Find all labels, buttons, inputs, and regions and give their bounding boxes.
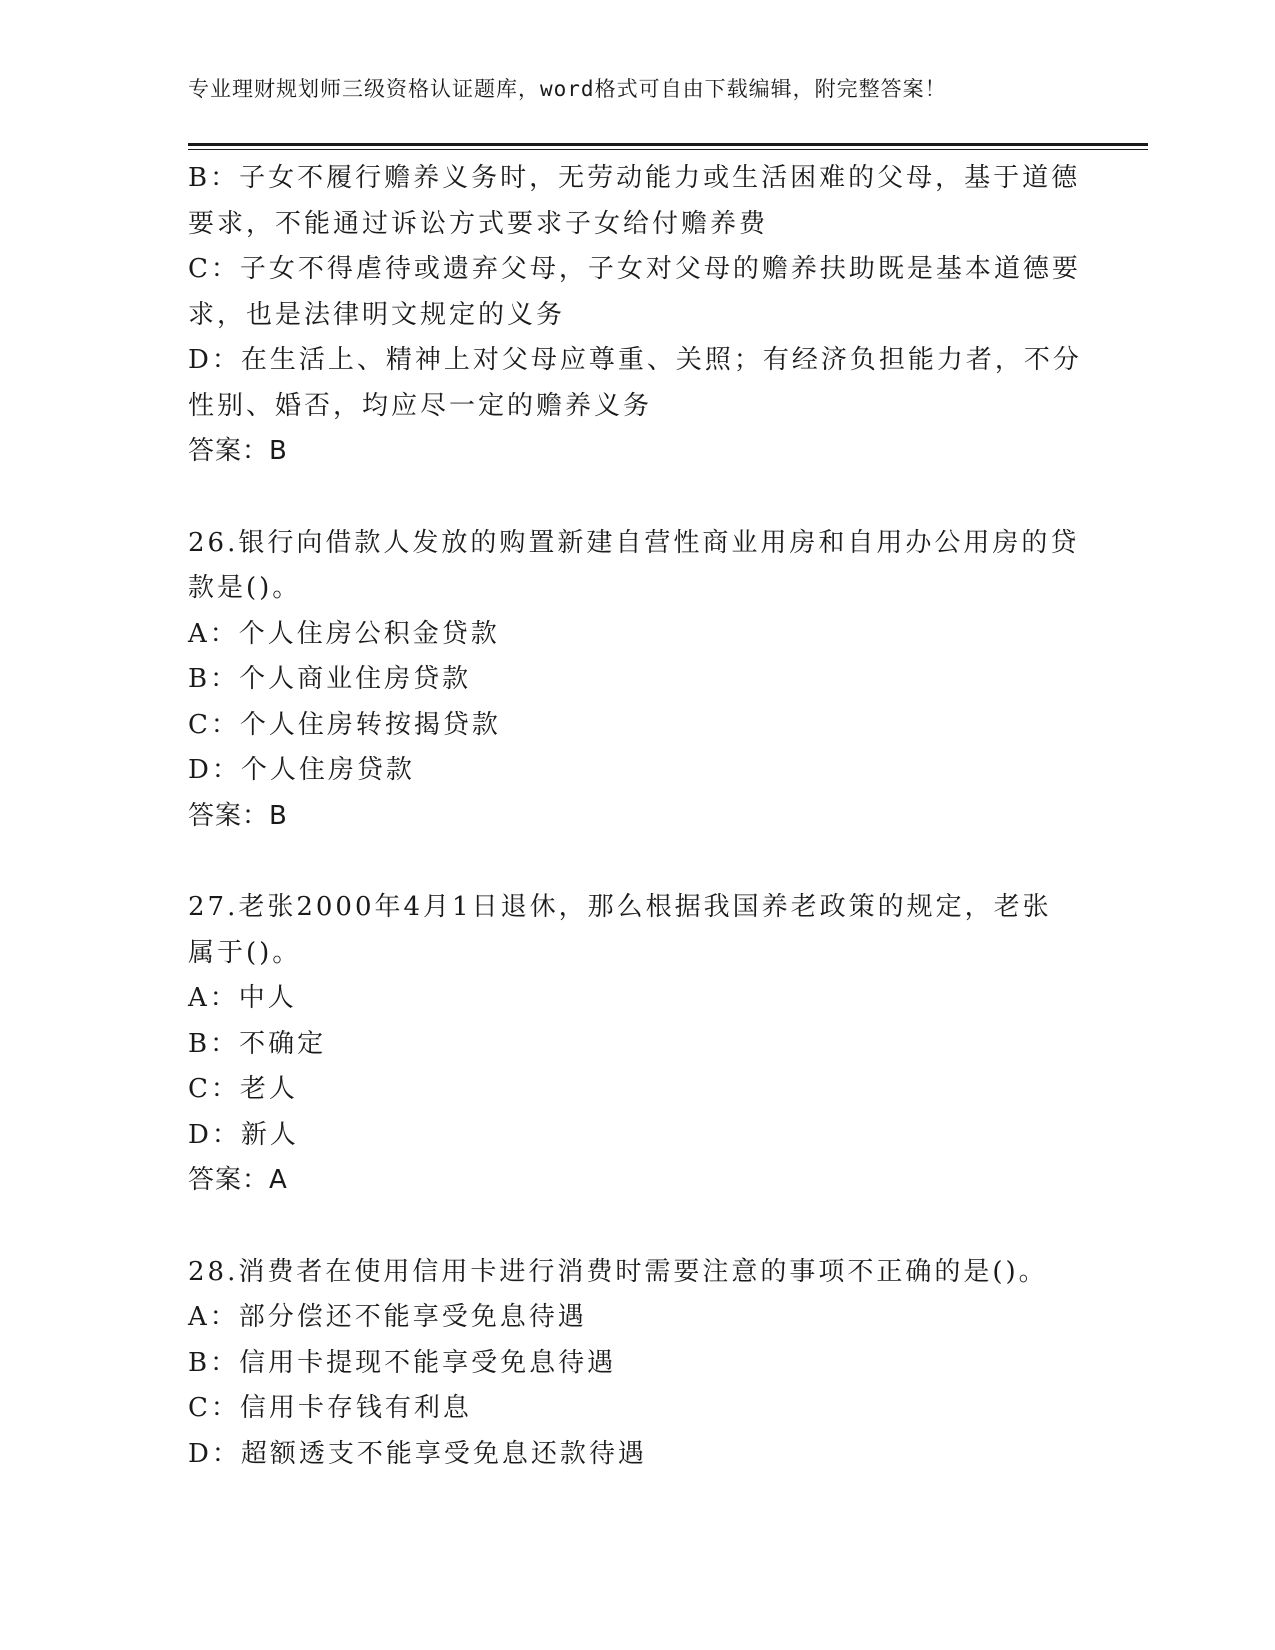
question-stem: 27.老张2000年4月1日退休，那么根据我国养老政策的规定，老张 (188, 892, 1052, 922)
header-rule-thick (188, 143, 1148, 146)
answer-prev: 答案：B (188, 436, 288, 466)
answer: 答案：A (188, 1165, 288, 1195)
option-d: D：超额透支不能享受免息还款待遇 (188, 1438, 647, 1469)
option-b: B：不确定 (188, 1028, 327, 1059)
option-a: A：部分偿还不能享受免息待遇 (188, 1302, 587, 1332)
option-c: C：个人住房转按揭贷款 (188, 709, 501, 740)
question-stem: 属于()。 (188, 937, 302, 968)
option-a: A：中人 (188, 983, 297, 1013)
option-a: A：个人住房公积金贷款 (188, 618, 500, 649)
option-line: 求，也是法律明文规定的义务 (188, 299, 566, 330)
option-c: C：信用卡存钱有利息 (188, 1393, 472, 1423)
option-line: 要求，不能通过诉讼方式要求子女给付赡养费 (188, 208, 769, 239)
option-line: B：子女不履行赡养义务时，无劳动能力或生活困难的父母，基于道德 (188, 163, 1081, 193)
option-d-prev (188, 338, 1088, 429)
question-26 (188, 521, 1088, 840)
option-line: C：子女不得虐待或遗弃父母，子女对父母的赡养扶助既是基本道德要 (188, 254, 1081, 284)
answer: 答案：B (188, 800, 288, 831)
question-stem: 款是()。 (188, 573, 302, 603)
page-header: 专业理财规划师三级资格认证题库，word格式可自由下载编辑，附完整答案！ (188, 77, 947, 101)
option-d: D：新人 (188, 1119, 299, 1150)
option-line: D：在生活上、精神上对父母应尊重、关照；有经济负担能力者，不分 (188, 345, 1082, 375)
option-c: C：老人 (188, 1074, 298, 1104)
question-27 (188, 885, 1088, 1204)
option-d: D：个人住房贷款 (188, 755, 415, 785)
option-line: 性别、婚否，均应尽一定的赡养义务 (188, 390, 653, 421)
question-28 (188, 1250, 1088, 1478)
question-stem: 26.银行向借款人发放的购置新建自营性商业用房和自用办公用房的贷 (188, 527, 1080, 558)
question-stem: 28.消费者在使用信用卡进行消费时需要注意的事项不正确的是()。 (188, 1256, 1048, 1287)
option-b: B：信用卡提现不能享受免息待遇 (188, 1347, 617, 1378)
option-b: B：个人商业住房贷款 (188, 664, 472, 694)
question-content (188, 156, 1088, 1477)
header-rule-thin (188, 149, 1148, 150)
option-c-prev (188, 247, 1088, 338)
option-b-prev (188, 156, 1088, 247)
